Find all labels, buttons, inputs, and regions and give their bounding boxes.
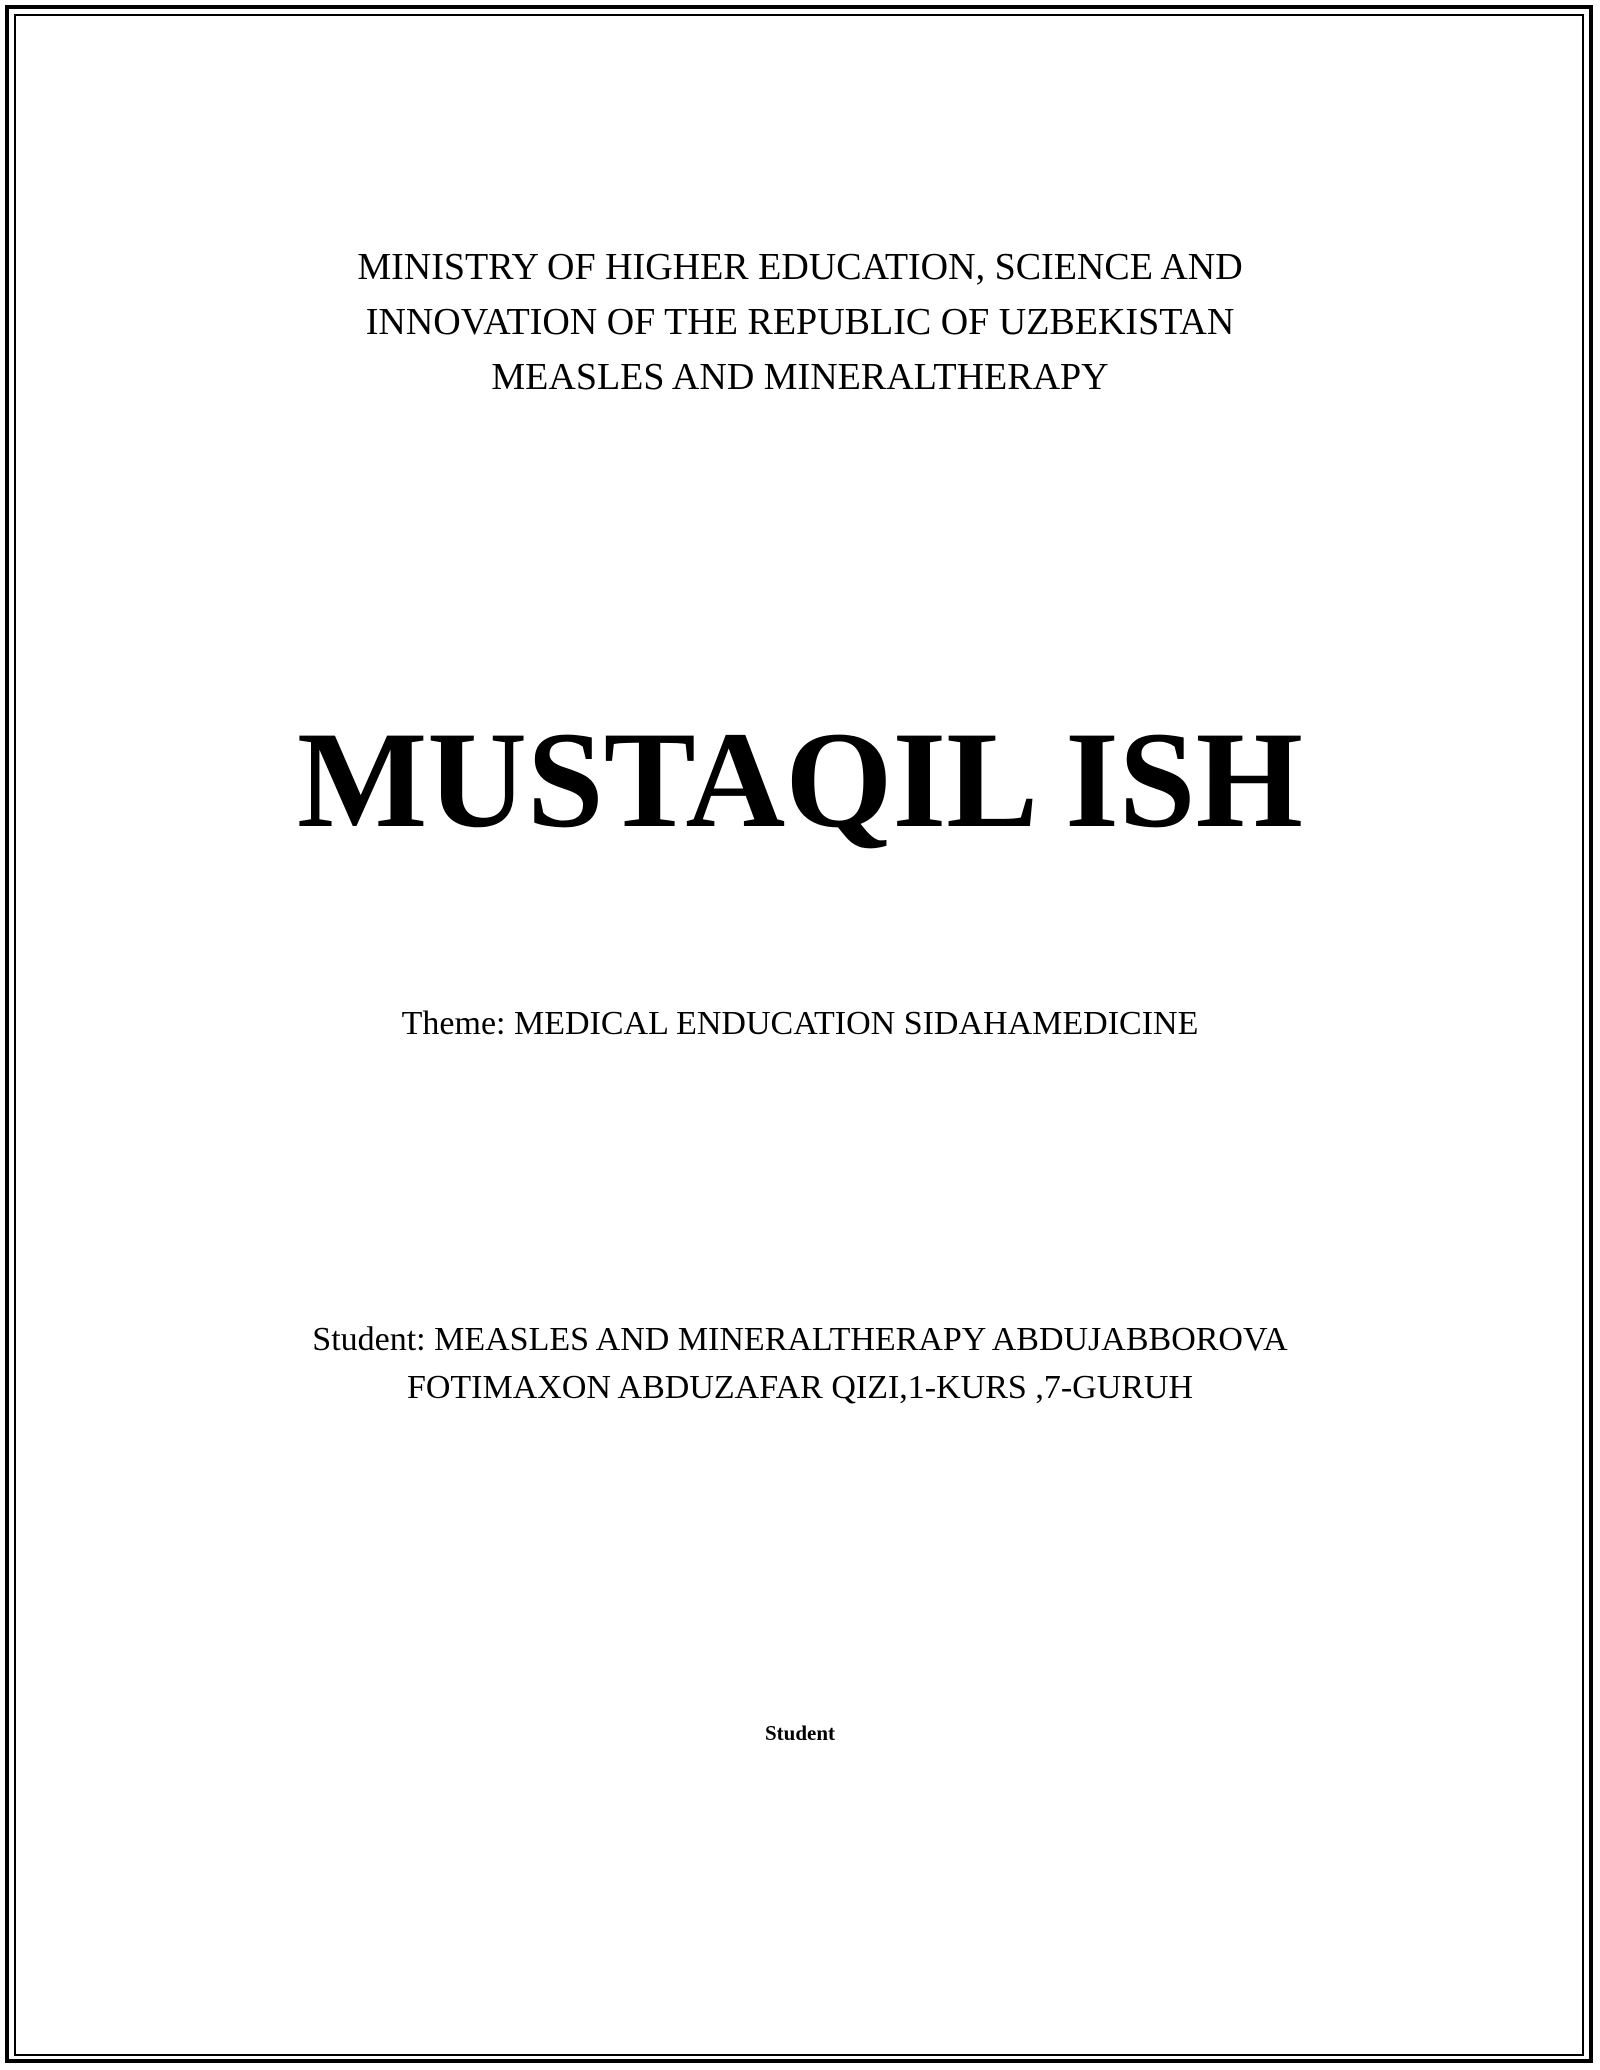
header-line-1: MINISTRY OF HIGHER EDUCATION, SCIENCE AND: [357, 246, 1243, 288]
header-line-2: INNOVATION OF THE REPUBLIC OF UZBEKISTAN: [365, 301, 1235, 343]
student-line-1: Student: MEASLES AND MINERALTHERAPY ABDUJABBOROVA: [312, 1321, 1288, 1358]
student-line-2: FOTIMAXON ABDUZAFAR QIZI,1-KURS ,7-GURUH: [406, 1369, 1194, 1406]
student-info: [0, 1316, 1600, 1412]
header-line-3: MEASLES AND MINERALTHERAPY: [491, 356, 1109, 398]
footer-student-label: Student: [764, 1721, 836, 1745]
ministry-header: [0, 240, 1600, 405]
document-title: MUSTAQIL ISH: [297, 703, 1303, 856]
theme-line: Theme: MEDICAL ENDUCATION SIDAHAMEDICINE: [401, 1005, 1199, 1042]
